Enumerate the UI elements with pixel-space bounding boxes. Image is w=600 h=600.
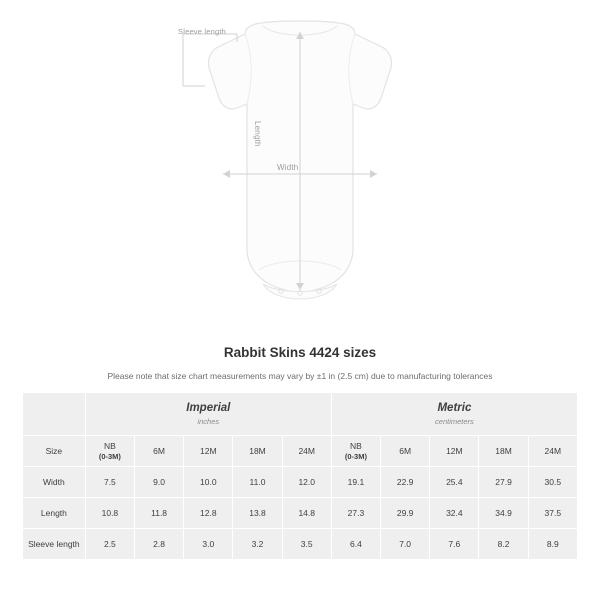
measurement-note: Please note that size chart measurements may vary by ±1 in (2.5 cm) due to manufacturing tolerances xyxy=(107,371,493,381)
cell-width-imperial-18m: 11.0 xyxy=(233,467,282,498)
cell-sleeve-imperial-nb: 2.5 xyxy=(85,529,134,560)
size-label: NB xyxy=(103,441,116,451)
size-col-imperial-24m: 24M xyxy=(282,436,331,467)
onesie-svg xyxy=(175,12,425,312)
cell-sleeve-metric-nb: 6.4 xyxy=(331,529,380,560)
row-measure-sleeve-length: Sleeve length xyxy=(23,529,86,560)
system-imperial-cell xyxy=(85,393,331,436)
size-col-imperial-6m: 6M xyxy=(134,436,183,467)
measurement-system-row xyxy=(23,393,578,436)
cell-sleeve-metric-24m: 8.9 xyxy=(528,529,577,560)
sleeve-length-dimension-label: Sleeve length xyxy=(178,27,227,36)
table-row xyxy=(23,529,578,560)
cell-sleeve-metric-12m: 7.6 xyxy=(430,529,479,560)
size-col-metric-24m: 24M xyxy=(528,436,577,467)
cell-sleeve-imperial-12m: 3.0 xyxy=(184,529,233,560)
page-title: Rabbit Skins 4424 sizes xyxy=(223,345,377,360)
cell-width-imperial-6m: 9.0 xyxy=(134,467,183,498)
cell-length-imperial-24m: 14.8 xyxy=(282,498,331,529)
cell-width-metric-6m: 22.9 xyxy=(381,467,430,498)
size-col-metric-6m: 6M xyxy=(381,436,430,467)
table-row xyxy=(23,498,578,529)
size-sublabel: (0-3M) xyxy=(98,451,121,461)
table-row xyxy=(23,467,578,498)
cell-sleeve-metric-6m: 7.0 xyxy=(381,529,430,560)
size-col-imperial-18m: 18M xyxy=(233,436,282,467)
cell-length-metric-12m: 32.4 xyxy=(430,498,479,529)
cell-width-metric-12m: 25.4 xyxy=(430,467,479,498)
cell-sleeve-imperial-24m: 3.5 xyxy=(282,529,331,560)
cell-width-metric-18m: 27.9 xyxy=(479,467,528,498)
cell-length-imperial-18m: 13.8 xyxy=(233,498,282,529)
size-col-metric-nb xyxy=(331,436,380,467)
cell-length-imperial-nb: 10.8 xyxy=(85,498,134,529)
system-imperial-name: Imperial xyxy=(186,401,231,414)
size-chart-table-wrap xyxy=(22,392,578,560)
size-header-cell: Size xyxy=(23,436,86,467)
size-col-imperial-nb xyxy=(85,436,134,467)
cell-length-imperial-6m: 11.8 xyxy=(134,498,183,529)
cell-width-imperial-12m: 10.0 xyxy=(184,467,233,498)
onesie-graphic xyxy=(175,12,425,312)
cell-length-imperial-12m: 12.8 xyxy=(184,498,233,529)
size-label: NB xyxy=(350,441,362,451)
cell-length-metric-6m: 29.9 xyxy=(381,498,430,529)
cell-sleeve-metric-18m: 8.2 xyxy=(479,529,528,560)
size-col-metric-12m: 12M xyxy=(430,436,479,467)
size-sublabel: (0-3M) xyxy=(344,451,367,461)
cell-width-imperial-24m: 12.0 xyxy=(282,467,331,498)
cell-width-imperial-nb: 7.5 xyxy=(85,467,134,498)
row-measure-length: Length xyxy=(23,498,86,529)
system-metric-unit: centimeters xyxy=(435,417,474,427)
system-imperial-unit: inches xyxy=(197,417,220,427)
length-dimension-label: Length xyxy=(253,121,262,147)
row-measure-width: Width xyxy=(23,467,86,498)
size-col-imperial-12m: 12M xyxy=(184,436,233,467)
size-chart-table xyxy=(22,392,578,560)
cell-length-metric-24m: 37.5 xyxy=(528,498,577,529)
cell-sleeve-imperial-18m: 3.2 xyxy=(233,529,282,560)
cell-sleeve-imperial-6m: 2.8 xyxy=(134,529,183,560)
system-metric-name: Metric xyxy=(437,401,472,414)
cell-length-metric-18m: 34.9 xyxy=(479,498,528,529)
cell-width-metric-24m: 30.5 xyxy=(528,467,577,498)
width-dimension-label: Width xyxy=(277,163,299,172)
size-header-row xyxy=(23,436,578,467)
size-col-metric-18m: 18M xyxy=(479,436,528,467)
cell-width-metric-nb: 19.1 xyxy=(331,467,380,498)
system-empty-cell xyxy=(23,393,86,436)
system-metric-cell xyxy=(331,393,577,436)
cell-length-metric-nb: 27.3 xyxy=(331,498,380,529)
